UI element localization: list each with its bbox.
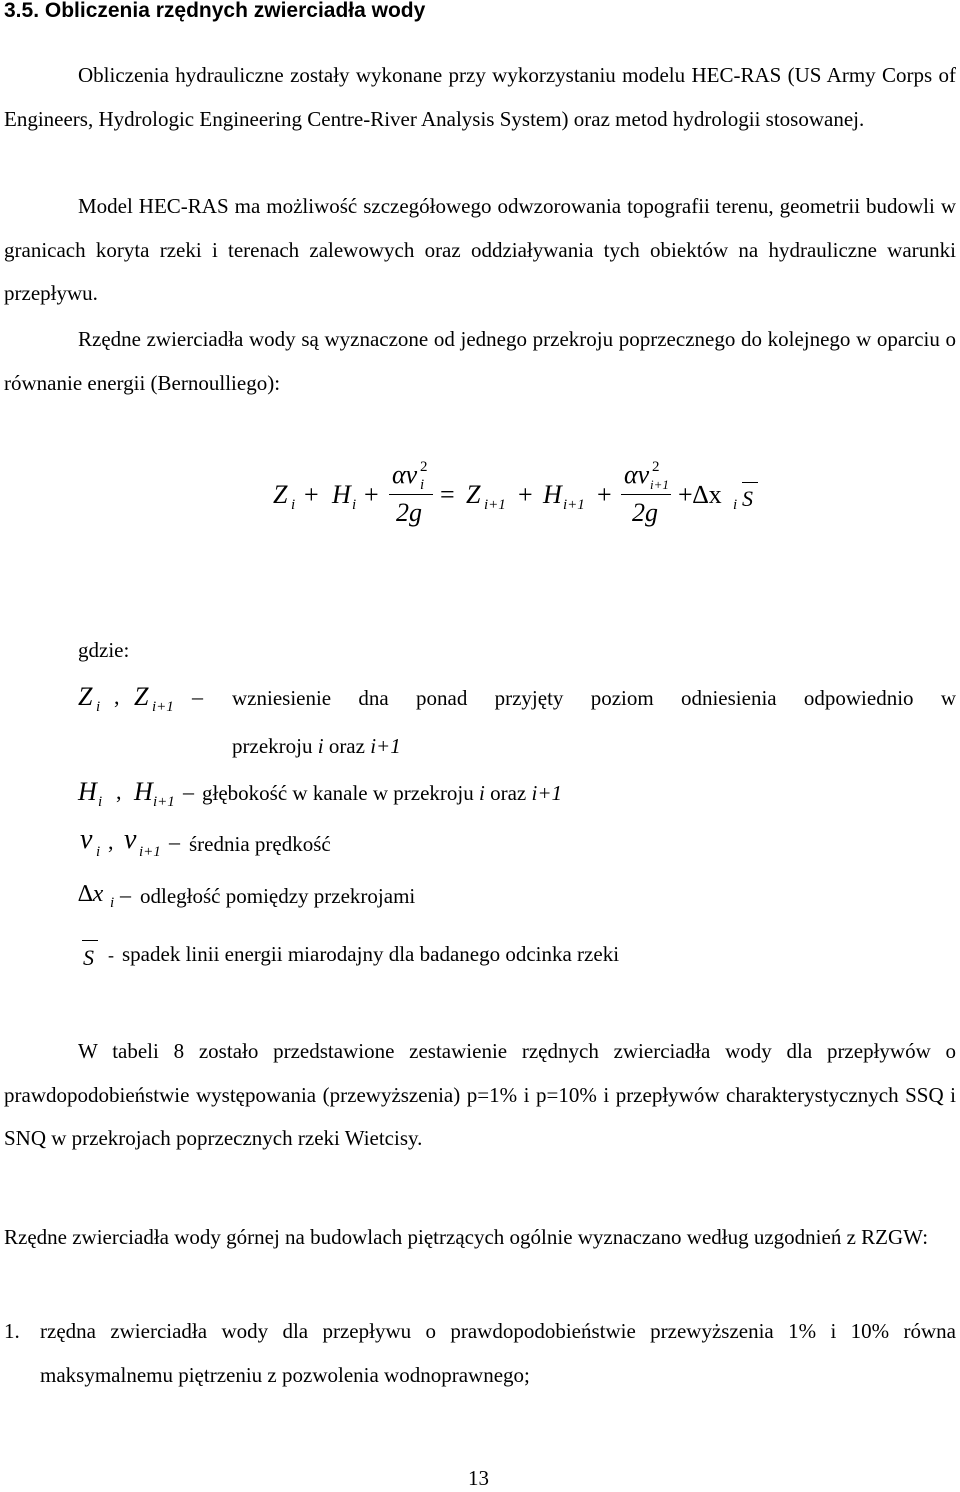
eq-frac2-den: 2g xyxy=(632,498,658,527)
eq-frac2-sq: 2 xyxy=(652,459,660,475)
eq-s: S xyxy=(742,486,753,511)
eq-frac1-sq: 2 xyxy=(420,459,428,475)
def-v-sub-a: i xyxy=(96,844,101,860)
eq-frac2-line xyxy=(621,494,671,495)
eq-frac2-sub: i+1 xyxy=(650,477,669,492)
eq-h: H xyxy=(332,480,351,509)
eq-h1-sub: i+1 xyxy=(563,497,585,513)
def-dx-dash: – xyxy=(120,882,131,907)
paragraph-water-levels: Rzędne zwierciadła wody są wyznaczone od jednego przekroju poprzecznego do kolejnego w oparciu o równanie energii (Bernoulliego): xyxy=(4,327,956,395)
def-z-sep: , xyxy=(114,684,120,709)
def-z-symbol-2: Z xyxy=(134,682,149,711)
def-z-symbol: Z xyxy=(78,682,93,711)
def-h-text: głębokość w kanale w przekroju i oraz i+1 xyxy=(202,781,562,805)
paragraph-hec-ras-intro: Obliczenia hydrauliczne zostały wykonane przy wykorzystaniu modelu HEC-RAS (US Army Corps of Engineers, Hydrologic Engineering Centre-River Analysis System) oraz metod hydrologii stosowanej. xyxy=(4,63,956,131)
def-v-sub-b: i+1 xyxy=(139,844,161,860)
eq-h1: H xyxy=(543,480,562,509)
bernoulli-equation xyxy=(0,440,960,550)
def-v-dash: – xyxy=(169,829,180,854)
def-z-text-2: przekroju i oraz i+1 xyxy=(232,734,401,758)
page-number: 13 xyxy=(468,1466,489,1490)
eq-z: Z xyxy=(273,480,288,509)
eq-h-sub: i xyxy=(352,497,357,513)
eq-s-overbar xyxy=(742,482,758,483)
eq-z1: Z xyxy=(466,480,481,509)
paragraph-model-capabilities: Model HEC-RAS ma możliwość szczegółowego odwzorowania topografii terenu, geometrii budowli w granicach koryta rzeki i terenach zalewowych oraz oddziaływania tych obiektów na hydrauliczne warunki przepływu. xyxy=(4,194,956,305)
eq-equals: = xyxy=(440,480,455,509)
def-z-text-1: wzniesienie dna ponad przyjęty poziom odniesienia odpowiednio w xyxy=(232,686,956,710)
def-h-dash: – xyxy=(183,779,194,804)
def-h-sub-a: i xyxy=(98,794,103,810)
eq-z-sub: i xyxy=(291,497,296,513)
def-s-text: spadek linii energii miarodajny dla badanego odcinka rzeki xyxy=(122,942,620,966)
eq-z1-sub: i+1 xyxy=(484,497,506,513)
def-h-sub-b: i+1 xyxy=(153,794,175,810)
def-h-symbol-2: H xyxy=(134,777,153,806)
def-s-dash: - xyxy=(108,945,114,965)
paragraph-table-8: W tabeli 8 zostało przedstawione zestawienie rzędnych zwierciadła wody dla przepływów o prawdopodobieństwie występowania (przewyższenia) p=1% i p=10% i przepływów charakterystycznych SSQ i SNQ w przekrojach poprzecznych rzeki Wietcisy. xyxy=(4,1039,956,1150)
eq-plus-1: + xyxy=(304,480,319,509)
def-s-overbar xyxy=(82,940,98,941)
eq-frac2-num: αv xyxy=(624,460,650,489)
def-dx-sub: i xyxy=(110,895,115,911)
eq-delta-x-sub: i xyxy=(733,497,738,513)
eq-frac1-line xyxy=(389,494,433,495)
eq-frac1-den: 2g xyxy=(396,498,422,527)
where-label: gdzie: xyxy=(78,638,130,662)
eq-frac1-sub: i xyxy=(420,477,425,493)
def-dx-text: odległość pomiędzy przekrojami xyxy=(140,884,416,908)
section-heading: 3.5. Obliczenia rzędnych zwierciadła wody xyxy=(4,0,426,22)
def-s-symbol: S xyxy=(83,945,94,970)
list-item-number: 1. xyxy=(4,1319,20,1343)
list-item-text: rzędna zwierciadła wody dla przepływu o prawdopodobieństwie przewyższenia 1% i 10% równa maksymalnemu piętrzeniu z pozwolenia wodnoprawnego; xyxy=(40,1319,956,1387)
eq-delta-x: +∆x xyxy=(678,480,722,509)
def-h-sep: , xyxy=(116,779,122,804)
def-v-sep: , xyxy=(108,829,114,854)
def-z-sub-b: i+1 xyxy=(152,699,174,715)
eq-plus-2: + xyxy=(364,480,379,509)
def-v-symbol: v xyxy=(80,824,93,855)
def-v-symbol-2: v xyxy=(124,824,137,855)
def-z-sub-a: i xyxy=(96,699,101,715)
def-v-text: średnia prędkość xyxy=(189,832,331,856)
eq-frac1-num: αv xyxy=(392,460,418,489)
paragraph-rzgw: Rzędne zwierciadła wody górnej na budowlach piętrzących ogólnie wyznaczano według uzgodnień z RZGW: xyxy=(4,1225,929,1249)
def-z-dash: – xyxy=(192,684,203,709)
def-h-symbol: H xyxy=(78,777,97,806)
def-dx-symbol: ∆x xyxy=(78,881,104,907)
eq-plus-3: + xyxy=(518,480,533,509)
eq-plus-4: + xyxy=(597,480,612,509)
